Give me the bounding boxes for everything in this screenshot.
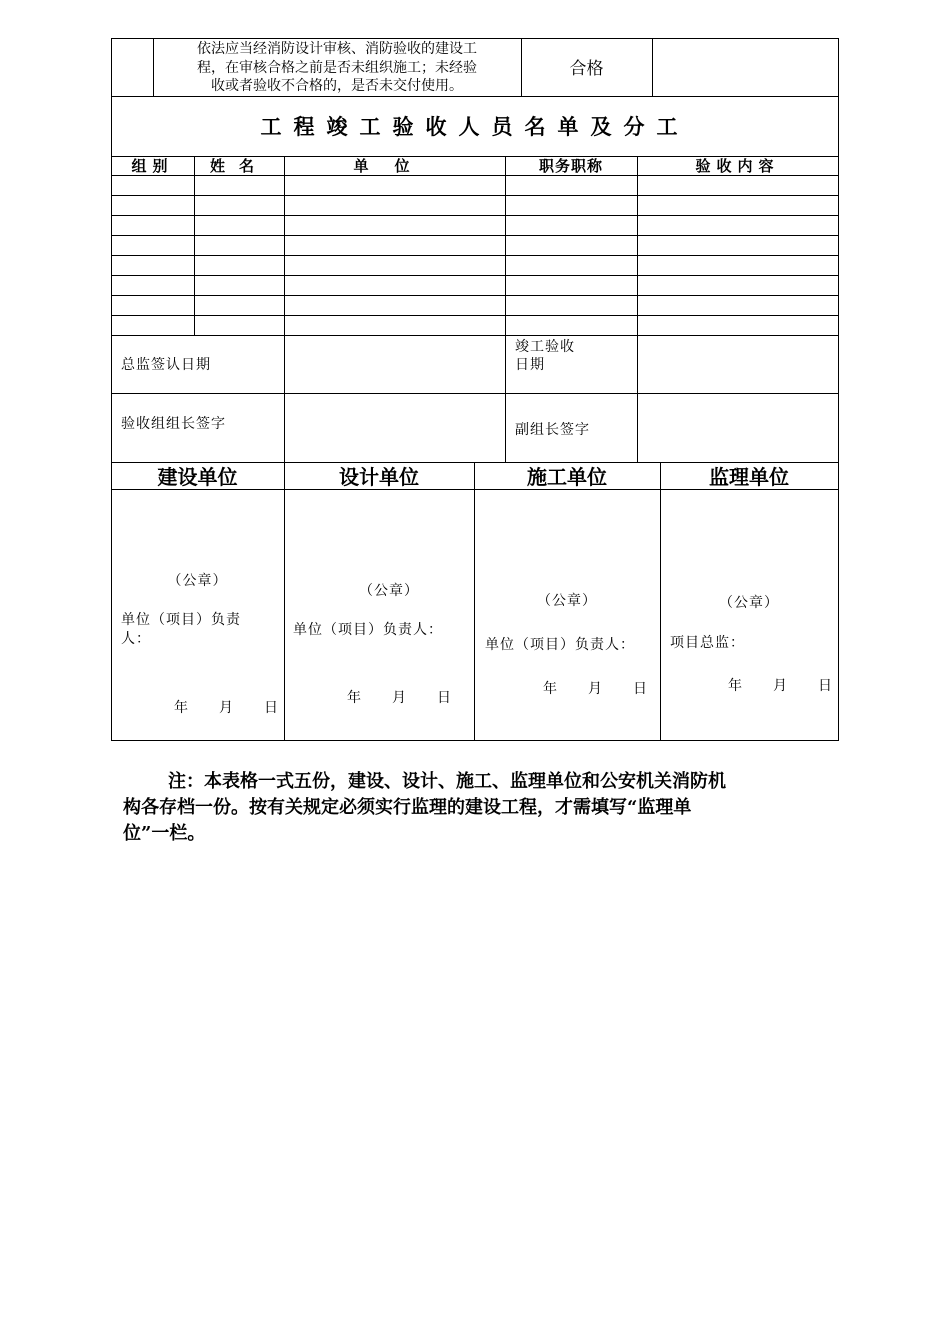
completion-date-label-line-1: 竣工验收 [515,339,575,355]
header-name: 姓名 [209,157,268,175]
requirement-text-line-3: 收或者验收不合格的，是否未交付使用。 [211,78,463,94]
leader-sign-label: 验收组组长签字 [121,416,226,432]
signer-construction-line-1: 单位（项目）负责 [121,612,241,628]
header-group: 组别 [131,157,174,175]
check-result: 合格 [569,59,604,79]
completion-date-label-line-2: 日期 [515,357,545,373]
signer-design: 单位（项目）负责人： [293,622,443,638]
personnel-table-title: 工程竣工验收人员名单及分工 [260,115,690,139]
requirement-text-line-2: 程，在审核合格之前是否未组织施工；未经验 [197,60,477,76]
note-line-1: 注：本表格一式五份，建设、设计、施工、监理单位和公安机关消防机 [168,771,726,792]
header-unit: 单位 [353,157,436,175]
requirement-text-line-1: 依法应当经消防设计审核、消防验收的建设工 [197,41,477,57]
date-construction: 年 月 日 [174,700,279,716]
deputy-sign-label: 副组长签字 [515,422,590,438]
seal-design: （公章） [359,583,419,599]
chief-confirm-date-label: 总监签认日期 [121,357,211,373]
note-line-2: 构各存档一份。按有关规定必须实行监理的建设工程，才需填写“监理单 [123,797,692,818]
signer-construction-line-2: 人： [121,631,151,647]
seal-construction: （公章） [167,573,228,589]
header-content: 验收内容 [695,157,780,175]
unit-name-design: 设计单位 [339,465,419,489]
note-line-3: 位”一栏。 [123,823,206,844]
date-supervision: 年 月 日 [728,678,833,694]
unit-name-supervision: 监理单位 [709,465,789,489]
seal-supervision: （公章） [719,595,779,611]
signer-builder: 单位（项目）负责人： [485,637,635,653]
unit-name-builder: 施工单位 [527,465,607,489]
unit-name-construction: 建设单位 [157,465,238,489]
seal-builder: （公章） [537,593,597,609]
date-design: 年 月 日 [347,690,452,706]
date-builder: 年 月 日 [543,681,648,697]
signer-supervision: 项目总监： [670,635,745,651]
header-position: 职务职称 [538,157,603,175]
